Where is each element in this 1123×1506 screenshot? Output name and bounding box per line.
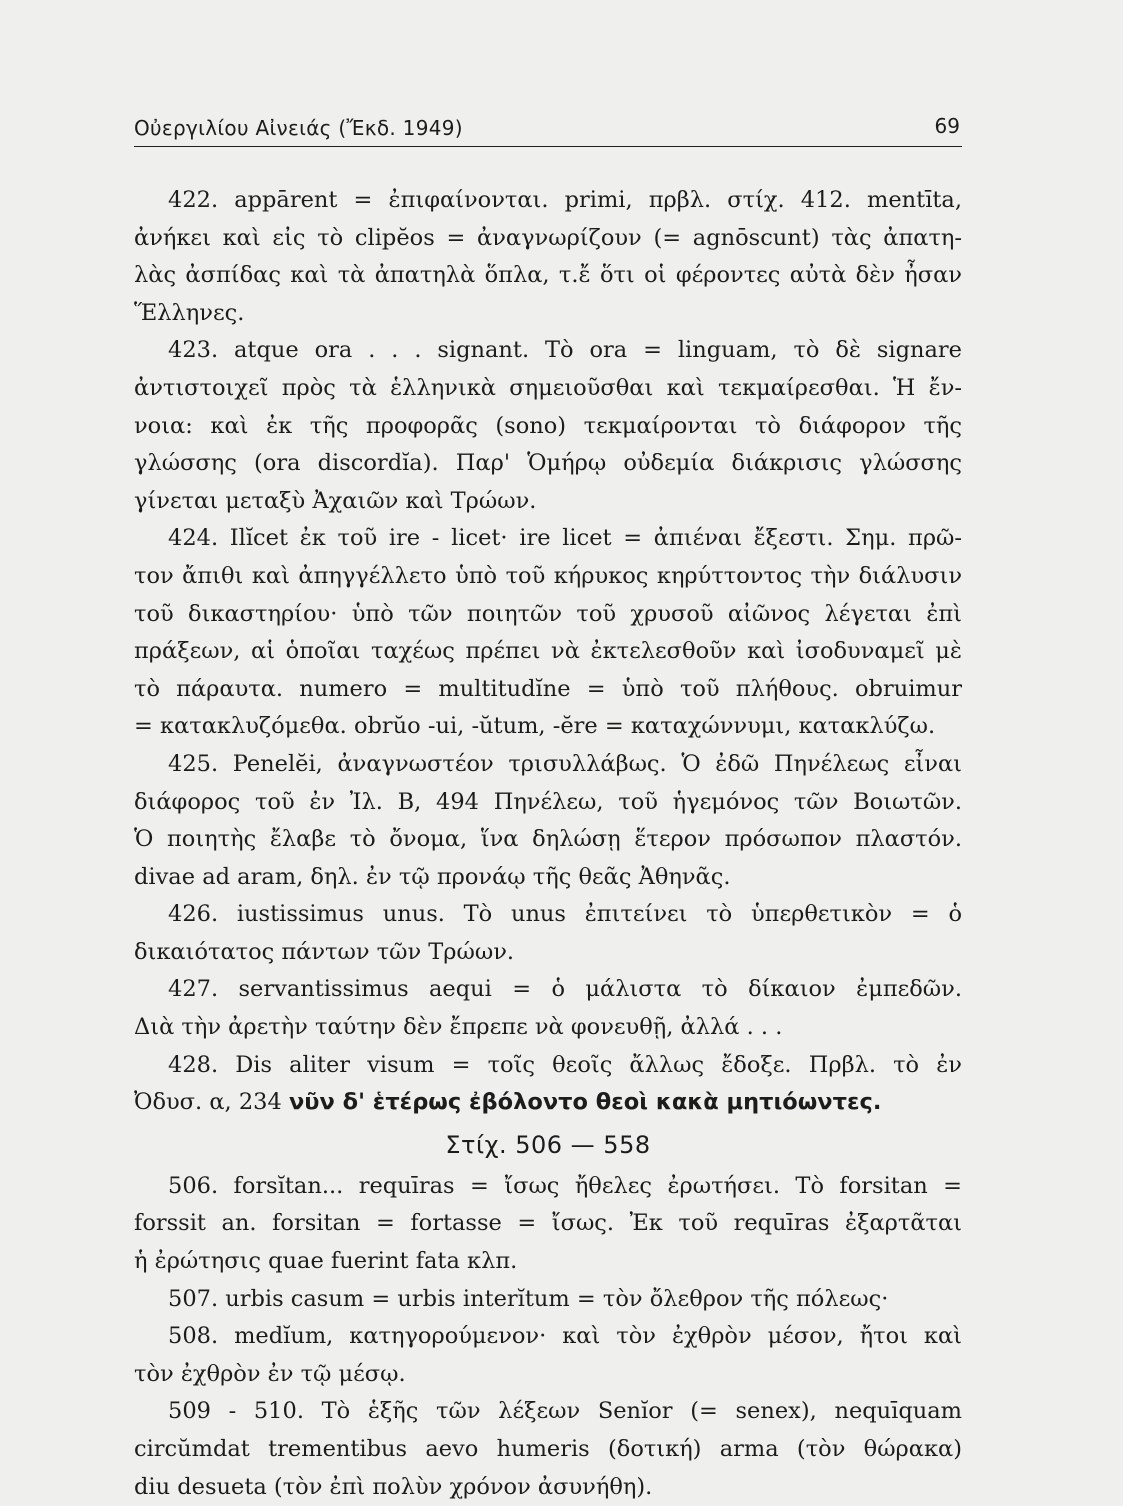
header-rule (134, 146, 962, 147)
text-line (134, 1084, 962, 1122)
text-line: forssit an. forsitan = fortasse = ἴσως. Ἐκ τοῦ requīras ἐξαρτᾶται (134, 1210, 962, 1237)
text-line: Ἕλληνες. (134, 299, 245, 326)
text-line: 506. forsĭtan... requīras = ἴσως ἤθελες ἐρωτήσει. Τὸ forsitan = (168, 1172, 962, 1199)
text-line: τον ἄπιθι καὶ ἀπηγγέλλετο ὑπὸ τοῦ κήρυκος κηρύττοντος τὴν διάλυσιν (134, 562, 962, 589)
text-line: 423. atque ora . . . signant. Τὸ ora = linguam, τὸ δὲ signare (168, 337, 962, 364)
text-line: ἀντιστοιχεῖ πρὸς τὰ ἑλληνικὰ σημειοῦσθαι καὶ τεκμαίρεσθαι. Ἡ ἔν- (134, 374, 962, 401)
running-header (134, 112, 962, 146)
page-number: 69 (934, 114, 960, 138)
text-line: 507. urbis casum = urbis interĭtum = τὸν ὄλεθρον τῆς πόλεως· (168, 1285, 889, 1312)
text-line: ἡ ἐρώτησις quae fuerint fata κλπ. (134, 1248, 518, 1275)
text-line: divae ad aram, δηλ. ἐν τῷ προνάῳ τῆς θεᾶς Ἀθηνᾶς. (134, 863, 731, 890)
text-line: 428. Dis aliter visum = τοῖς θεοῖς ἄλλως ἔδοξε. Πρβλ. τὸ ἐν (168, 1051, 962, 1078)
text-line: δικαιότατος πάντων τῶν Τρώων. (134, 938, 515, 965)
header-title: Οὐεργιλίου Αἰνειάς (Ἔκδ. 1949) (134, 116, 463, 140)
text-line: = κατακλυζόμεθα. obrŭo -ui, -ŭtum, -ĕre = καταχώννυμι, κατακλύζω. (134, 713, 936, 740)
text-line: τὸν ἐχθρὸν ἐν τῷ μέσῳ. (134, 1360, 406, 1387)
text-line: 426. iustissimus unus. Τὸ unus ἐπιτείνει τὸ ὑπερθετικὸν = ὁ (168, 901, 962, 928)
section-heading: Στίχ. 506 — 558 (445, 1130, 651, 1159)
text-line: ἀνήκει καὶ εἰς τὸ clipĕos = ἀναγνωρίζουν (= agnōscunt) τὰς ἀπατη- (134, 224, 962, 251)
text-line: τὸ πάραυτα. numero = multitudĭne = ὑπὸ τοῦ πλήθους. obruimur (134, 675, 962, 702)
text-line: πράξεων, αἱ ὁποῖαι ταχέως πρέπει νὰ ἐκτελεσθοῦν καὶ ἰσοδυναμεῖ μὲ (134, 638, 962, 665)
text-line: διάφορος τοῦ ἐν Ἰλ. Β, 494 Πηνέλεω, τοῦ ἡγεμόνος τῶν Βοιωτῶν. (134, 788, 962, 815)
text-line: diu desueta (τὸν ἐπὶ πολὺν χρόνον ἀσυνήθη). (134, 1473, 653, 1500)
text-line: 508. medĭum, κατηγορούμενον· καὶ τὸν ἐχθρὸν μέσον, ἤτοι καὶ (168, 1323, 962, 1350)
text-line: 424. Ilĭcet ἐκ τοῦ ire - licet· ire licet = ἀπιέναι ἔξεστι. Σημ. πρῶ- (168, 525, 962, 552)
text-line-start: Ὀδυσ. α, 234 (134, 1089, 282, 1116)
text-line: circŭmdat trementibus aevo humeris (δοτική) arma (τὸν θώρακα) (134, 1436, 962, 1462)
text-line: 427. servantissimus aequi = ὁ μάλιστα τὸ δίκαιον ἐμπεδῶν. (168, 976, 962, 1003)
text-line: 509 - 510. Τὸ ἑξῆς τῶν λέξεων Senĭor (= senex), nequīquam (168, 1398, 962, 1425)
text-line: γλώσσης (ora discordĭa). Παρ' Ὁμήρῳ οὐδεμία διάκρισις γλώσσης (134, 450, 962, 477)
text-line: Ὁ ποιητὴς ἔλαβε τὸ ὄνομα, ἵνα δηλώσῃ ἕτερον πρόσωπον πλαστόν. (134, 826, 962, 853)
text-line: 425. Penelĕi, ἀναγνωστέον τρισυλλάβως. Ὁ ἐδῶ Πηνέλεως εἶναι (168, 750, 962, 777)
homer-quote: νῦν δ' ἑτέρως ἐβόλοντο θεοὶ κακὰ μητιόωντες. (288, 1089, 882, 1116)
text-line: λὰς ἀσπίδας καὶ τὰ ἀπατηλὰ ὅπλα, τ.ἔ ὅτι οἱ φέροντες αὐτὰ δὲν ἦσαν (134, 262, 962, 289)
commentary-text (134, 182, 962, 1506)
text-line: γίνεται μεταξὺ Ἀχαιῶν καὶ Τρώων. (134, 487, 537, 514)
text-line: τοῦ δικαστηρίου· ὑπὸ τῶν ποιητῶν τοῦ χρυσοῦ αἰῶνος λέγεται ἐπὶ (134, 600, 962, 627)
text-line: Διὰ τὴν ἀρετὴν ταύτην δὲν ἔπρεπε νὰ φονευθῇ, ἀλλά . . . (134, 1014, 783, 1041)
text-line: νοια: καὶ ἐκ τῆς προφορᾶς (sono) τεκμαίρονται τὸ διάφορον τῆς (134, 412, 962, 439)
text-line: 422. appārent = ἐπιφαίνονται. primi, πρβλ. στίχ. 412. mentīta, (168, 187, 962, 213)
